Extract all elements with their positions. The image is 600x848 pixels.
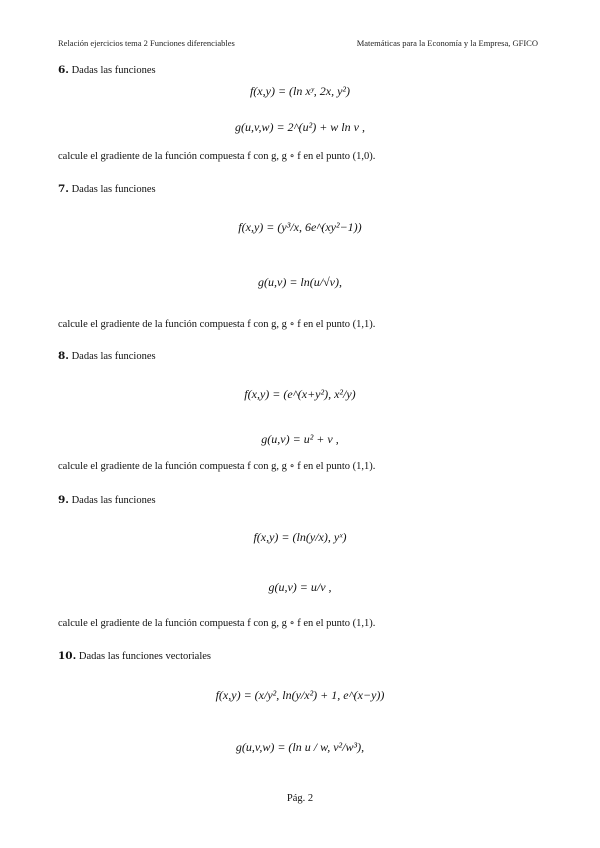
header-left: Relación ejercicios tema 2 Funciones diferenciables [58,38,235,48]
problem-number: 9. [58,494,69,506]
problem-8-intro [58,350,156,362]
header-right: Matemáticas para la Economía y la Empresa, GFICO [356,38,538,48]
problem-9-eq2 [0,580,600,595]
problem-number: 6. [58,64,69,76]
page-number: Pág. 2 [286,793,314,804]
problem-number: 8. [58,350,69,362]
equation: f(x,y) = (ln xʸ, 2x, y²) [249,84,351,98]
equation: g(u,v) = u/v , [268,580,332,594]
problem-7-eq1 [0,220,600,235]
problem-intro: Dadas las funciones [71,65,156,76]
problem-intro: Dadas las funciones [71,184,156,195]
problem-intro: Dadas las funciones [71,495,156,506]
problem-9-intro [58,494,156,506]
equation: f(x,y) = (e^(x+y²), x²/y) [244,387,356,401]
problem-10-intro [58,650,211,662]
problem-6-eq2 [0,120,600,135]
equation: g(u,v,w) = (ln u / w, v²/w³), [235,740,365,754]
problem-8-eq2 [0,432,600,447]
problem-7-eq2 [0,275,600,290]
equation: f(x,y) = (x/y², ln(y/x²) + 1, e^(x−y)) [215,688,385,702]
problem-8-eq1 [0,387,600,402]
problem-intro: Dadas las funciones [71,351,156,362]
equation: g(u,v,w) = 2^(u²) + w ln v , [235,120,365,134]
equation: f(x,y) = (ln(y/x), yˣ) [253,530,347,544]
equation: g(u,v) = ln(u/√v), [258,275,342,289]
problem-6-eq1 [0,84,600,99]
problem-8-question: calcule el gradiente de la función compuesta f con g, g ∘ f en el punto (1,1). [58,461,376,472]
problem-7-intro [58,183,156,195]
problem-number: 7. [58,183,69,195]
problem-9-eq1 [0,530,600,545]
problem-number: 10. [58,650,77,662]
problem-intro: Dadas las funciones vectoriales [78,651,211,662]
problem-6-intro [58,64,156,76]
equation: f(x,y) = (y³/x, 6e^(xy²−1)) [238,220,362,234]
problem-7-question: calcule el gradiente de la función compuesta f con g, g ∘ f en el punto (1,1). [58,319,376,330]
problem-6-question: calcule el gradiente de la función compuesta f con g, g ∘ f en el punto (1,0). [58,151,376,162]
problem-10-eq1 [0,688,600,703]
equation: g(u,v) = u² + v , [261,432,339,446]
problem-10-eq2 [0,740,600,755]
problem-9-question: calcule el gradiente de la función compuesta f con g, g ∘ f en el punto (1,1). [58,618,376,629]
